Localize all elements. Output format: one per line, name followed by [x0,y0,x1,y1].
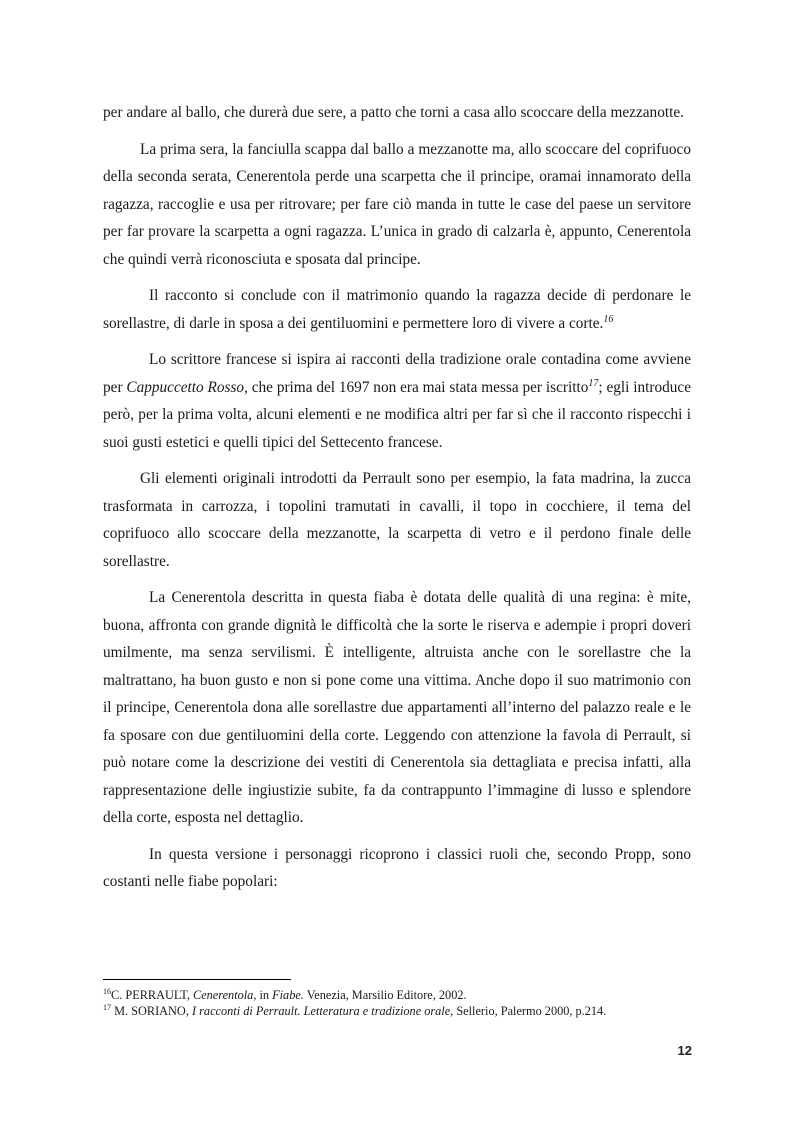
paragraph-4-part-a: Lo scrittore francese si ispira ai racconti della tradizione orale contadina come avviene per [103,351,691,396]
footnote-17-number: 17 [103,1002,111,1012]
footnote-17-author: M. SORIANO, [111,1004,192,1018]
paragraph-3-text: Il racconto si conclude con il matrimonio quando la ragazza decide di perdonare le sorellastre, di darle in sposa a dei gentiluomini e permettere loro di vivere a corte. [103,287,691,332]
footnote-17 [103,1003,703,1019]
footnote-16 [103,987,703,1003]
paragraph-4 [103,346,691,456]
paragraph-2: La prima sera, la fanciulla scappa dal ballo a mezzanotte ma, allo scoccare del coprifuoco della seconda serata, Cenerentola perde una scarpetta che il principe, oramai innamorato della ragazza, raccoglie e usa per ritrovare; per fare ciò manda in tutte le case del paese un servitore per far provare la scarpetta a ogni ragazza. L’unica in grado di calzarla è, appunto, Cenerentola che quindi verrà riconosciuta e sposata dal principe. [103,140,691,268]
paragraph-4-part-c: ; egli introduce però, per la prima volta, alcuni elementi e ne modifica altri per far sì che il racconto rispecchi i suoi gusti estetici e quelli tipici del Settecento francese. [103,378,691,451]
page-number: 12 [677,1043,692,1058]
footnote-16-number: 16 [103,986,111,996]
paragraph-7: In questa versione i personaggi ricoprono i classici ruoli che, secondo Propp, sono costanti nelle fiabe popolari: [103,845,691,890]
paragraph-6: La Cenerentola descritta in questa fiaba è dotata delle qualità di una regina: è mite, buona, affronta con grande dignità le difficoltà che la sorte le riserva e adempie i propri doveri umilmente, ma senza servilismi. È intelligente, altruista anche con le sorellastre che la maltrattano, ha buon gusto e non si pone come una vittima. Anche dopo il suo matrimonio con il principe, Cenerentola dona alle sorellastre due appartamenti all’interno del palazzo reale e le fa sposare con due gentiluomini della corte. Leggendo con attenzione la favola di Perrault, si può notare come la descrizione dei vestiti di Cenerentola sia dettagliata e precisa infatti, alla rappresentazione delle ingiustizie subite, fa da contrappunto l’immagine di lusso e splendore della corte, esposta nel dettaglio. [103,589,691,826]
footnotes [103,987,703,1019]
footnote-17-rest: Sellerio, Palermo 2000, p.214. [453,1004,607,1018]
footnote-separator [103,979,291,980]
footnote-17-title: I racconti di Perrault. Letteratura e tradizione orale, [191,1004,454,1018]
footnote-16-author: C. PERRAULT, [111,988,193,1002]
footnote-ref-17[interactable]: 17 [588,377,599,389]
title-cappuccetto-rosso: Cappuccetto Rosso, [126,378,248,396]
footnote-16-rest: Venezia, Marsilio Editore, 2002. [303,988,467,1002]
footnote-16-book: Fiabe. [272,988,304,1002]
footnote-ref-16[interactable]: 16 [603,313,614,325]
paragraph-5: Gli elementi originali introdotti da Perrault sono per esempio, la fata madrina, la zucca trasformata in carrozza, i topolini tramutati in cavalli, il topo in cocchiere, il tema del coprifuoco allo scoccare della mezzanotte, la scarpetta di vetro e il perdono finale delle sorellastre. [103,470,691,570]
footnote-16-title: Cenerentola, [193,988,257,1002]
paragraph-3 [103,282,691,337]
paragraph-4-part-b: che prima del 1697 non era mai stata messa per iscritto [247,378,589,396]
footnote-16-mid: in [256,988,273,1002]
body-text [103,99,691,905]
paragraph-1: per andare al ballo, che durerà due sere, a patto che torni a casa allo scoccare della mezzanotte. [103,104,684,121]
